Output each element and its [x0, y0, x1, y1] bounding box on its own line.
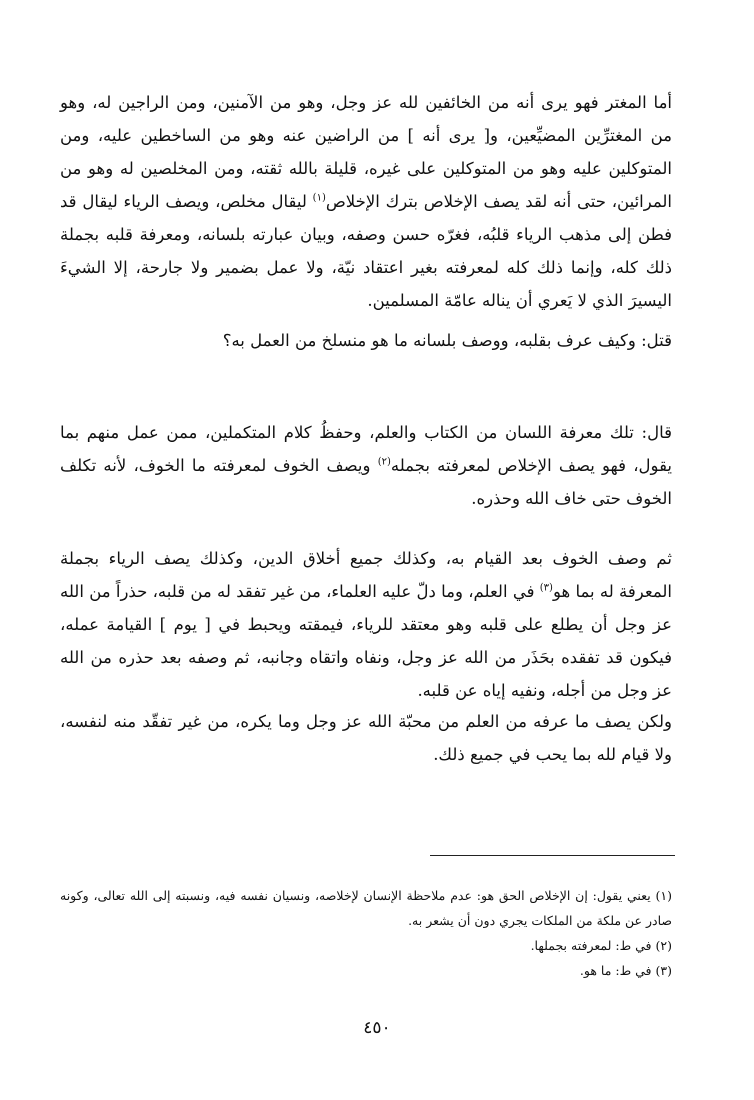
footnote: (١) يعني يقول: إن الإخلاص الحق هو: عدم ملاحظة الإنسان لإخلاصه، ونسيان نفسه فيه، ونسبته إلى الله تعالى، وكونه صادر عن ملكة من الملكات يجري دون أن يشعر به.: [60, 888, 672, 928]
paragraph-text: قتل: وكيف عرف بقلبه، ووصف بلسانه ما هو منسلخ من العمل به؟: [222, 331, 672, 350]
page-number: ٤٥٠: [363, 1018, 391, 1038]
body-paragraph: [60, 86, 672, 317]
paragraph-text: ويصف الخوف لمعرفته ما الخوف، لأنه تكلف الخوف حتى خاف الله وحذره.: [60, 456, 672, 508]
paragraph-text: ولكن يصف ما عرفه من العلم من محبّة الله عز وجل وما يكره، من غير تفقّد منه لنفسه، ولا قيام لله بما يحب في جميع ذلك.: [60, 712, 672, 764]
paragraph-text: ليقال مخلص، ويصف الرياء ليقال قد فطن إلى مذهب الرياء قلبُه، فغرّه حسن وصفه، وبيان عبارته بلسانه، ومعرفة قلبه بجملة ذلك كله، وإنما ذلك كله لمعرفته بغير اعتقاد نيّة، ولا عمل بضمير ولا جارحة، إلا الشيءَ اليسيرَ الذي لا يَعري أن يناله عامّة المسلمين.: [60, 192, 672, 310]
footnote: (٣) في ط: ما هو.: [579, 963, 672, 978]
footnote: (٢) في ط: لمعرفته بجملها.: [530, 938, 672, 953]
paragraph-text: أما المغتر فهو يرى أنه من الخائفين لله عز وجل، وهو من الآمنين، ومن الراجين له، وهو من المغترِّين المضيِّعين، و[ يرى أنه ] من الراضين عنه وهو من الساخطين عليه، ومن المتوكلين عليه وهو من المتوكلين على غيره، قليلة بالله ثقته، ومن المخلصين له وهو من المرائين، حتى أنه لقد يصف الإخلاص بترك الإخلاص: [60, 93, 672, 211]
footnote-ref: (١): [312, 192, 326, 204]
footnotes-section: [60, 883, 672, 983]
paragraph-text: في العلم، وما دلّ عليه العلماء، من غير تفقد له من قلبه، حذراً من الله عز وجل أن يطلع على قلبه وهو معتقد للرياء، فيمقته ويحبط في [ يوم ] القيامة عمله، فيكون قد تفقده بحَذَر من الله عز وجل، ونفاه واتقاه وجانبه، ثم وصفه بعد حذره من الله عز وجل من أجله، ونفيه إياه عن قلبه.: [60, 582, 672, 700]
paragraph-text: قال: تلك معرفة اللسان من الكتاب والعلم، وحفظُ كلام المتكملين، ممن عمل منهم بما يقول، فهو يصف الإخلاص لمعرفته بجمله: [60, 423, 673, 475]
body-paragraph: [60, 542, 672, 707]
body-paragraph: [60, 324, 672, 357]
paragraph-text: ثم وصف الخوف بعد القيام به، وكذلك جميع أخلاق الدين، وكذلك يصف الرياء بجملة المعرفة له بما هو: [60, 549, 672, 601]
footnote-ref: (٣): [539, 582, 553, 594]
body-paragraph: [60, 416, 672, 515]
footnote-separator: [430, 855, 675, 856]
body-paragraph: [60, 705, 672, 771]
footnote-ref: (٢): [377, 456, 391, 468]
